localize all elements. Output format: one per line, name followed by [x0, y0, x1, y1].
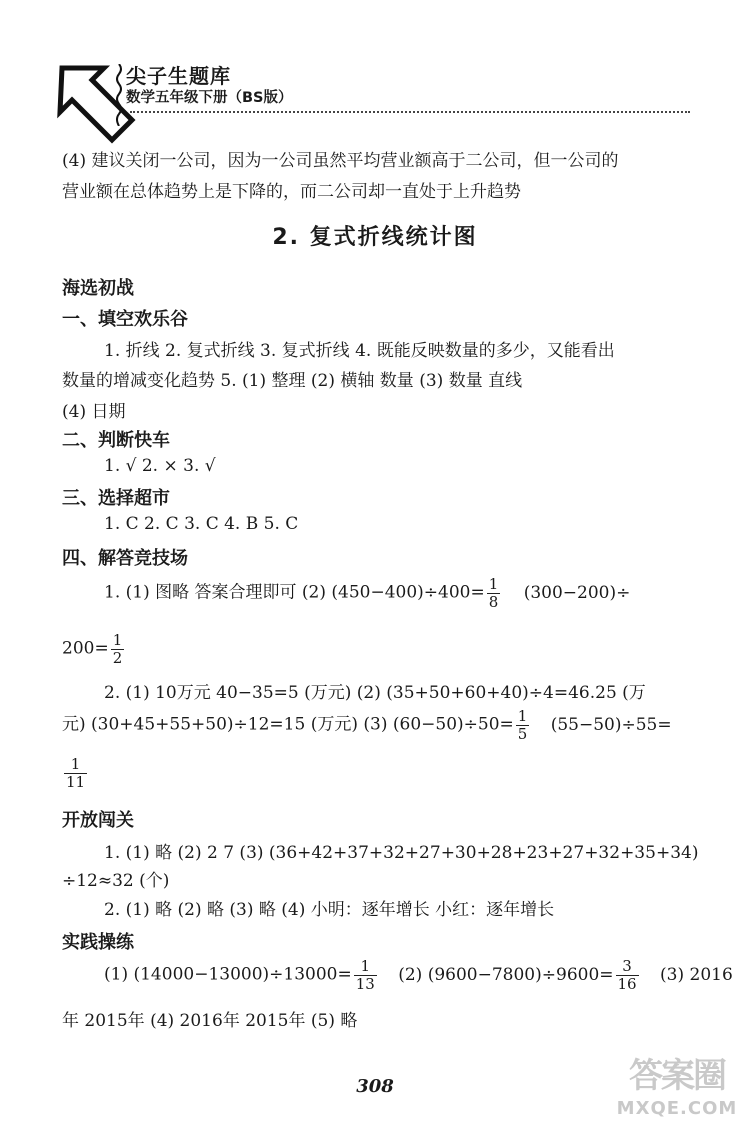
heading-choice: 三、选择超市: [62, 488, 170, 509]
intro-line-1: (4) 建议关闭一公司，因为一公司虽然平均营业额高于二公司，但一公司的: [62, 151, 619, 171]
solve-q1-line-1: [104, 576, 750, 610]
fraction-1-5: $\frac{1}{5}$: [517, 707, 528, 743]
solve-q1-text-b: (300−200)÷: [523, 582, 631, 603]
fraction-1-13: $\frac{1}{13}$: [355, 957, 375, 993]
shijian-text-c: (3) 2016: [660, 964, 733, 985]
kaifang-line-1: 1. (1) 略 (2) 2 7 (3) (36+42+37+32+27+30+28+23+27+32+35+34): [104, 843, 699, 863]
shijian-text-a: (1) (14000−13000)÷13000=: [104, 964, 352, 985]
watermark-logo: [612, 1056, 742, 1136]
heading-solve: 四、解答竞技场: [62, 548, 188, 569]
kaifang-line-2: ÷12≈32 (个): [62, 871, 170, 891]
fraction-3-16: $\frac{3}{16}$: [617, 957, 637, 993]
wavy-divider-icon: [114, 64, 124, 126]
fraction-1-8: $\frac{1}{8}$: [488, 575, 499, 611]
watermark-line-1: 答案圈: [629, 1056, 725, 1096]
book-subtitle: 数学五年级下册（BS版）: [126, 90, 293, 106]
shijian-text-b: (2) (9600−7800)÷9600=: [398, 964, 614, 985]
intro-line-2: 营业额在总体趋势上是下降的，而二公司却一直处于上升趋势: [62, 182, 521, 202]
page-number: 308: [356, 1076, 394, 1097]
solve-q1-text-c: 200=: [62, 638, 109, 659]
heading-shijian: 实践操练: [62, 932, 134, 953]
shijian-line-2: 年 2015年 (4) 2016年 2015年 (5) 略: [62, 1011, 358, 1031]
solve-q2-line-3: [62, 756, 750, 790]
kaifang-line-3: 2. (1) 略 (2) 略 (3) 略 (4) 小明：逐年增长 小红：逐年增长: [104, 900, 555, 920]
choice-answers: 1. C 2. C 3. C 4. B 5. C: [104, 514, 299, 534]
heading-haixuan: 海选初战: [62, 278, 134, 299]
solve-q1-text-a: 1. (1) 图略 答案合理即可 (2) (450−400)÷400=: [104, 582, 485, 603]
solve-q2-text-c: (55−50)÷55=: [550, 714, 672, 735]
header-dotted-rule: [130, 111, 690, 113]
watermark-line-2: MXQE.COM: [616, 1098, 738, 1119]
solve-q2-line-1: 2. (1) 10万元 40−35=5 (万元) (2) (35+50+60+40)÷4=46.25 (万: [104, 683, 646, 703]
heading-kaifang: 开放闯关: [62, 810, 134, 831]
solve-q2-line-2: [62, 708, 750, 742]
heading-judge: 二、判断快车: [62, 430, 170, 451]
fill-blanks-line-1: 1. 折线 2. 复式折线 3. 复式折线 4. 既能反映数量的多少，又能看出: [104, 341, 615, 361]
solve-q1-line-2: [62, 632, 750, 666]
fraction-1-11: $\frac{1}{11}$: [66, 755, 86, 791]
solve-q2-text-b: 元) (30+45+55+50)÷12=15 (万元) (3) (60−50)÷50=: [62, 714, 514, 735]
shijian-line-1: [104, 958, 750, 992]
judge-answers: 1. √ 2. × 3. √: [104, 456, 216, 476]
fill-blanks-line-2: 数量的增减变化趋势 5. (1) 整理 (2) 横轴 数量 (3) 数量 直线: [62, 371, 523, 391]
heading-fill-blanks: 一、填空欢乐谷: [62, 309, 188, 330]
fill-blanks-line-3: (4) 日期: [62, 402, 126, 422]
fraction-1-2: $\frac{1}{2}$: [112, 631, 123, 667]
book-title: 尖子生题库: [126, 64, 231, 88]
section-title: 2. 复式折线统计图: [272, 225, 478, 250]
